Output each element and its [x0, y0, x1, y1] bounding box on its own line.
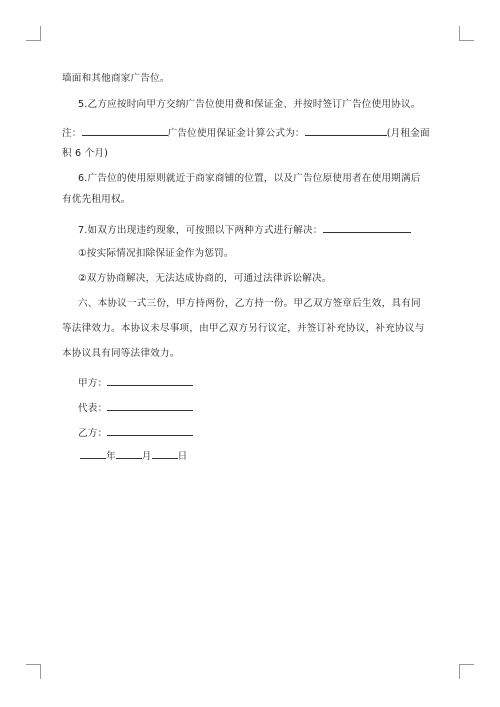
option-2: ②双方协商解决，无法达成协商的，可通过法律诉讼解决。 — [78, 273, 332, 284]
signature-representative — [78, 400, 193, 416]
party-a-label: 甲方： — [78, 378, 108, 389]
note-line-2: 积 6 个月) — [62, 148, 109, 159]
crop-mark-top-right — [459, 26, 474, 41]
party-b-label: 乙方： — [78, 428, 108, 439]
party-b-blank — [107, 425, 193, 436]
crop-mark-bottom-right — [459, 664, 474, 679]
year-label: 年 — [106, 451, 116, 462]
party-a-blank — [107, 375, 193, 386]
representative-blank — [107, 400, 193, 411]
crop-mark-bottom-left — [26, 664, 41, 679]
note-blank-2 — [305, 125, 387, 136]
month-label: 月 — [141, 451, 152, 462]
note-line — [62, 125, 430, 141]
crop-mark-top-left — [26, 26, 41, 41]
clause-7 — [78, 222, 411, 238]
signature-party-a — [78, 375, 193, 391]
clause-6-line-1: 6.广告位的使用原则就近于商家商铺的位置，以及广告位原使用者在使用期满后 — [78, 173, 421, 184]
year-blank — [80, 448, 106, 459]
day-label: 日 — [177, 451, 188, 462]
day-blank — [152, 448, 178, 459]
clause-7-text: 7.如双方出现违约现象，可按照以下两种方式进行解决： — [78, 225, 323, 236]
note-label: 注： — [62, 128, 82, 139]
representative-label: 代表： — [78, 403, 108, 414]
section-six-line-2: 等法律效力。本协议未尽事项，由甲乙双方另行议定，并签订补充协议，补充协议与 — [62, 323, 425, 334]
section-six-line-3: 本协议具有同等法律效力。 — [62, 348, 180, 359]
section-six-line-1: 六、本协议一式三份，甲方持两份，乙方持一份。甲乙双方签章后生效，具有同 — [78, 298, 421, 309]
clause-5: 5.乙方应按时向甲方交纳广告位使用费和保证金、并按时签订广告位使用协议。 — [78, 99, 421, 110]
option-1: ①按实际情况扣除保证金作为惩罚。 — [78, 248, 234, 259]
note-tail: (月租金面 — [386, 128, 430, 139]
signature-party-b — [78, 425, 193, 441]
month-blank — [116, 448, 142, 459]
clause-7-blank — [323, 222, 411, 233]
paragraph-continuation: 墙面和其他商家广告位。 — [62, 73, 170, 84]
signature-date — [80, 448, 187, 464]
note-blank-1 — [82, 125, 168, 136]
note-formula-label: 广告位使用保证金计算公式为： — [167, 128, 305, 139]
clause-6-line-2: 有优先租用权。 — [62, 194, 131, 205]
